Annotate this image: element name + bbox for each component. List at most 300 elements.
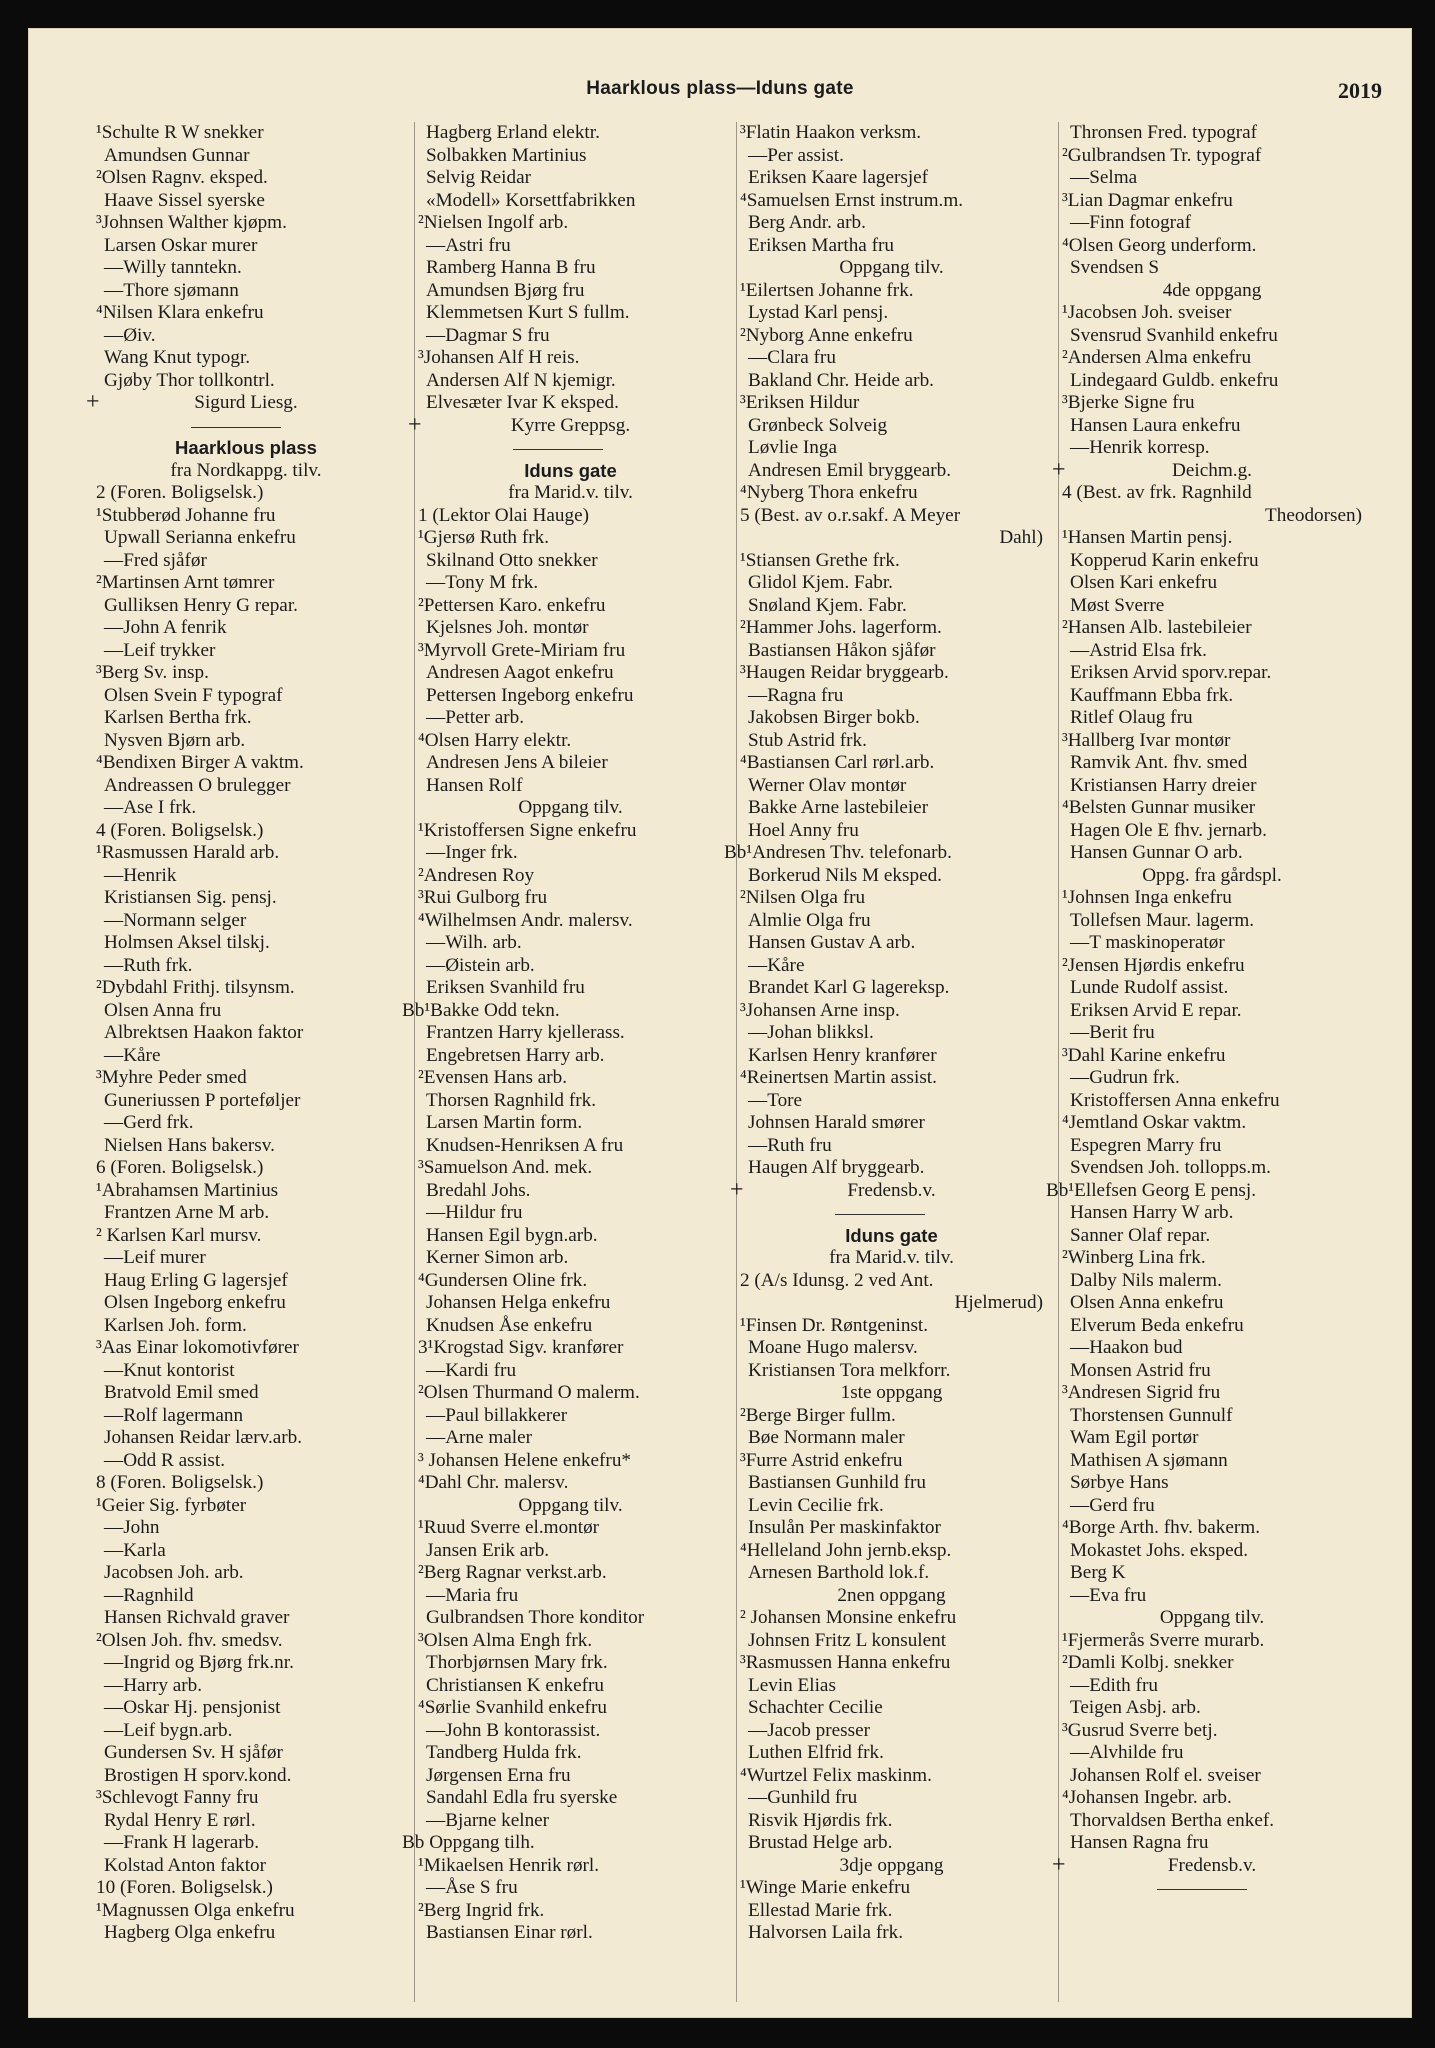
- entry-text: ³Myrvoll Grete-Miriam fru: [418, 639, 626, 661]
- entry-text: ²Pettersen Karo. enkefru: [418, 594, 606, 616]
- entry-line: [1062, 167, 1362, 190]
- entry-line: [1062, 640, 1362, 663]
- entry-text: ¹Kristoffersen Signe enkefru: [418, 819, 637, 841]
- entry-line: [96, 505, 396, 528]
- entry-line: [418, 1337, 723, 1360]
- entry-text: Kristiansen Tora melkforr.: [748, 1359, 951, 1381]
- entry-text: —Edith fru: [1070, 1674, 1158, 1696]
- entry-line: [96, 1022, 396, 1045]
- entry-text: —Johan blikksl.: [748, 1022, 874, 1043]
- entry-text: Elverum Beda enkefru: [1070, 1314, 1244, 1336]
- entry-line: [418, 1900, 723, 1923]
- entry-text: Brustad Helge arb.: [748, 1832, 893, 1853]
- entry-line: [418, 1405, 723, 1428]
- entry-line: [418, 235, 723, 258]
- entry-line: [96, 280, 396, 303]
- entry-text: ³Schlevogt Fanny fru: [96, 1787, 259, 1808]
- entry-line: [418, 1090, 723, 1113]
- entry-line: [1062, 1045, 1362, 1068]
- column-2: [402, 122, 723, 1945]
- entry-line: [418, 505, 723, 528]
- entry-text: Bb Oppgang tilh.: [402, 1832, 535, 1853]
- entry-text: Knudsen-Henriksen A fru: [426, 1134, 624, 1156]
- entry-line: [1062, 842, 1362, 865]
- entry-line: [1062, 1787, 1362, 1810]
- section-rule: [740, 1202, 1043, 1225]
- entry-line: [740, 797, 1043, 820]
- entry-text: Bøe Normann maler: [748, 1427, 905, 1448]
- entry-text: ³Johnsen Walther kjøpm.: [96, 212, 287, 233]
- entry-text: Eriksen Arvid E repar.: [1070, 999, 1242, 1021]
- entry-text: ³Johansen Arne insp.: [740, 999, 900, 1021]
- entry-text: ²Berg Ingrid frk.: [418, 1899, 545, 1921]
- entry-line: [740, 820, 1043, 843]
- entry-line: [740, 752, 1043, 775]
- entry-line: [96, 1450, 396, 1473]
- entry-line: [418, 662, 723, 685]
- entry-text: Brostigen H sporv.kond.: [104, 1764, 292, 1786]
- entry-line: [96, 662, 396, 685]
- entry-text: Rydal Henry E rørl.: [104, 1809, 256, 1831]
- entry-text: —Henrik: [104, 864, 177, 886]
- entry-text: Theodorsen): [1265, 504, 1362, 526]
- entry-line: [1062, 325, 1362, 348]
- entry-text: Oppgang tilv.: [1159, 1607, 1265, 1628]
- entry-text: Hansen Rolf: [426, 774, 523, 796]
- entry-text: ³Aas Einar lokomotivfører: [96, 1337, 299, 1358]
- street-heading: [740, 1225, 1043, 1248]
- entry-text: Bastiansen Einar rørl.: [426, 1922, 593, 1943]
- entry-line: [418, 212, 723, 235]
- entry-line: [1062, 707, 1362, 730]
- entry-line: [418, 1247, 723, 1270]
- entry-text: Monsen Astrid fru: [1070, 1359, 1211, 1381]
- entry-line: [740, 1135, 1043, 1158]
- entry-text: Almlie Olga fru: [748, 909, 871, 931]
- entry-text: Oppgang tilv.: [518, 797, 623, 818]
- entry-text: ⁴Bastiansen Carl rørl.arb.: [740, 752, 935, 773]
- entry-line: [740, 550, 1043, 573]
- entry-line: [96, 865, 396, 888]
- entry-line: [740, 1720, 1043, 1743]
- entry-text: —Berit fru: [1070, 1022, 1155, 1043]
- entry-line: [1062, 730, 1362, 753]
- entry-line: [96, 1270, 396, 1293]
- entry-line: [1062, 865, 1362, 888]
- entry-line: [96, 775, 396, 798]
- entry-line: [740, 1540, 1043, 1563]
- entry-text: Hansen Gunnar O arb.: [1070, 842, 1243, 863]
- entry-line: [740, 167, 1043, 190]
- entry-text: —Kardi fru: [426, 1359, 517, 1381]
- entry-text: —Åse S fru: [426, 1877, 518, 1898]
- entry-line: [418, 1697, 723, 1720]
- entry-text: Hansen Ragna fru: [1070, 1832, 1209, 1853]
- entry-line: [1062, 145, 1362, 168]
- entry-line: [1062, 932, 1362, 955]
- entry-text: fra Marid.v. tilv.: [829, 1247, 954, 1268]
- entry-line: [1062, 1697, 1362, 1720]
- entry-text: Jacobsen Joh. arb.: [104, 1562, 244, 1583]
- entry-line: [96, 1180, 396, 1203]
- entry-line: [418, 527, 723, 550]
- entry-line: [740, 1607, 1043, 1630]
- entry-line: [96, 1540, 396, 1563]
- entry-text: Hoel Anny fru: [748, 819, 859, 841]
- entry-text: Arnesen Barthold lok.f.: [748, 1562, 930, 1583]
- entry-text: ³Gusrud Sverre betj.: [1062, 1719, 1218, 1741]
- entry-line: [740, 887, 1043, 910]
- entry-text: —John B kontorassist.: [426, 1719, 601, 1741]
- entry-text: Teigen Asbj. arb.: [1070, 1697, 1201, 1718]
- entry-line: [740, 505, 1043, 528]
- entry-text: —Ruth fru: [748, 1134, 832, 1156]
- entry-line: [418, 865, 723, 888]
- entry-text: Grønbeck Solveig: [748, 414, 888, 436]
- entry-text: ²Nilsen Olga fru: [740, 887, 866, 908]
- entry-line: [418, 122, 723, 145]
- entry-text: —T maskinoperatør: [1070, 932, 1225, 953]
- entry-text: Ritlef Olaug fru: [1070, 707, 1193, 728]
- entry-line: [740, 1427, 1043, 1450]
- entry-text: «Modell» Korsettfabrikken: [426, 189, 636, 211]
- entry-text: Oppgang tilv.: [839, 257, 944, 278]
- entry-line: [1062, 617, 1362, 640]
- entry-text: Eriksen Arvid sporv.repar.: [1070, 662, 1272, 683]
- entry-text: —Kåre: [104, 1044, 161, 1066]
- entry-text: ¹Winge Marie enkefru: [740, 1877, 911, 1898]
- entry-line: [740, 1337, 1043, 1360]
- column-3: [724, 122, 1043, 1945]
- entry-line: [740, 730, 1043, 753]
- entry-line: [740, 1157, 1043, 1180]
- entry-text: Andresen Emil bryggearb.: [748, 459, 952, 481]
- entry-text: —Willy tanntekn.: [104, 257, 242, 278]
- directory-page: [28, 28, 1412, 2018]
- entry-text: Bakke Arne lastebileier: [748, 797, 929, 818]
- entry-line: [418, 1787, 723, 1810]
- entry-line: [96, 1810, 396, 1833]
- cross-street-marker: +: [1052, 1851, 1066, 1878]
- entry-line: [1062, 1315, 1362, 1338]
- entry-text: Thorvaldsen Bertha enkef.: [1070, 1809, 1275, 1831]
- entry-line: [96, 1067, 396, 1090]
- entry-line: [418, 977, 723, 1000]
- entry-text: Andresen Jens A bileier: [426, 752, 608, 773]
- entry-text: Gulliksen Henry G repar.: [104, 594, 298, 616]
- column-4: [1046, 122, 1362, 1900]
- entry-text: Bb¹Ellefsen Georg E pensj.: [1046, 1179, 1257, 1201]
- entry-text: Hansen Egil bygn.arb.: [426, 1224, 598, 1246]
- entry-text: —Dagmar S fru: [426, 324, 550, 346]
- entry-line: [418, 145, 723, 168]
- entry-line: [418, 550, 723, 573]
- entry-line: [1062, 572, 1362, 595]
- entry-text: Hjelmerud): [954, 1292, 1043, 1313]
- entry-line: [96, 1675, 396, 1698]
- cross-street-marker: +: [86, 389, 100, 415]
- entry-text: ¹Schulte R W snekker: [96, 122, 264, 143]
- entry-line: [96, 325, 396, 348]
- entry-text: Gulbrandsen Thore konditor: [426, 1607, 645, 1628]
- entry-text: ³Hallberg Ivar montør: [1062, 729, 1231, 751]
- entry-text: Frantzen Arne M arb.: [104, 1202, 270, 1223]
- entry-text: Snøland Kjem. Fabr.: [748, 594, 907, 616]
- entry-line: [740, 302, 1043, 325]
- entry-text: ²Hammer Johs. lagerform.: [740, 617, 942, 638]
- entry-text: —Leif murer: [104, 1247, 206, 1268]
- entry-line: [418, 370, 723, 393]
- entry-text: —Normann selger: [104, 909, 247, 931]
- cross-street-marker: +: [730, 1176, 744, 1203]
- entry-line: [740, 955, 1043, 978]
- page-header: [28, 78, 1412, 112]
- entry-line: [1062, 370, 1362, 393]
- entry-line: [418, 1135, 723, 1158]
- entry-line: [1062, 257, 1362, 280]
- entry-line: [96, 347, 396, 370]
- entry-line: [740, 1697, 1043, 1720]
- entry-line: [1062, 887, 1362, 910]
- entry-text: Svendsen Joh. tollopps.m.: [1070, 1157, 1271, 1178]
- entry-text: Mathisen A sjømann: [1070, 1449, 1228, 1471]
- entry-line: [96, 1337, 396, 1360]
- entry-text: ⁴Wilhelmsen Andr. malersv.: [418, 909, 633, 931]
- entry-line: [418, 1855, 723, 1878]
- entry-text: Lystad Karl pensj.: [748, 302, 889, 323]
- entry-line: [740, 1652, 1043, 1675]
- entry-text: Bb¹Bakke Odd tekn.: [402, 999, 560, 1021]
- entry-line: [418, 1472, 723, 1495]
- entry-text: Jørgensen Erna fru: [426, 1764, 571, 1786]
- entry-text: Knudsen Åse enkefru: [426, 1314, 593, 1336]
- entry-line: [96, 1697, 396, 1720]
- entry-text: ²Hansen Alb. lastebileier: [1062, 617, 1252, 638]
- entry-text: Olsen Anna fru: [104, 999, 222, 1021]
- entry-line: [740, 460, 1043, 483]
- entry-text: ³Eriksen Hildur: [740, 392, 860, 413]
- entry-line: [96, 1090, 396, 1113]
- entry-text: —Harry arb.: [104, 1674, 203, 1696]
- entry-text: Dahl): [999, 527, 1043, 548]
- entry-text: ³Furre Astrid enkefru: [740, 1449, 903, 1471]
- page-number: 2019: [1338, 78, 1382, 103]
- entry-text: Berg K: [1070, 1562, 1126, 1583]
- entry-text: Levin Cecilie frk.: [748, 1494, 884, 1516]
- entry-text: ⁴Bendixen Birger A vaktm.: [96, 752, 304, 773]
- entry-text: Werner Olav montør: [748, 774, 907, 796]
- entry-text: ²Andersen Alma enkefru: [1062, 347, 1252, 368]
- entry-text: ³Johansen Alf H reis.: [418, 347, 580, 368]
- entry-text: ²Evensen Hans arb.: [418, 1067, 568, 1088]
- entry-line: [96, 797, 396, 820]
- entry-line: [1062, 1832, 1362, 1855]
- entry-line: [96, 1517, 396, 1540]
- entry-line: [96, 595, 396, 618]
- cross-street-marker: +: [1052, 456, 1066, 483]
- entry-text: —Knut kontorist: [104, 1359, 235, 1381]
- entry-line: [1062, 1630, 1362, 1653]
- entry-line: [1062, 415, 1362, 438]
- entry-text: Iduns gate: [845, 1224, 938, 1246]
- entry-line: [740, 910, 1043, 933]
- entry-line: [96, 842, 396, 865]
- entry-line: [1062, 1067, 1362, 1090]
- entry-line: [740, 977, 1043, 1000]
- section-rule: [418, 437, 723, 460]
- entry-text: Eriksen Svanhild fru: [426, 977, 585, 998]
- entry-line: [418, 955, 723, 978]
- directory-columns: [86, 122, 1386, 2002]
- entry-line: [740, 932, 1043, 955]
- entry-text: ⁴Nilsen Klara enkefru: [96, 302, 264, 323]
- entry-text: —Selma: [1070, 167, 1138, 188]
- entry-text: Stub Astrid frk.: [748, 729, 867, 751]
- entry-line: [418, 730, 723, 753]
- entry-line: [418, 1112, 723, 1135]
- entry-line: [96, 1765, 396, 1788]
- entry-text: —Leif trykker: [104, 639, 216, 661]
- entry-line: [740, 1360, 1043, 1383]
- entry-line: [96, 257, 396, 280]
- entry-line: [418, 910, 723, 933]
- entry-text: Hagen Ole E fhv. jernarb.: [1070, 819, 1267, 841]
- entry-line: [96, 145, 396, 168]
- entry-text: ³Samuelson And. mek.: [418, 1157, 593, 1178]
- entry-text: Guneriussen P porteføljer: [104, 1089, 301, 1111]
- entry-line: [418, 640, 723, 663]
- column-divider: [736, 122, 737, 2002]
- entry-line: [740, 1495, 1043, 1518]
- entry-line: [418, 1022, 723, 1045]
- cross-street: [730, 1176, 1043, 1203]
- entry-text: —Haakon bud: [1070, 1337, 1183, 1358]
- entry-line: [740, 775, 1043, 798]
- entry-line: [740, 190, 1043, 213]
- entry-line: [418, 1382, 723, 1405]
- entry-line: [96, 1292, 396, 1315]
- entry-line: [96, 572, 396, 595]
- entry-text: Olsen Ingeborg enkefru: [104, 1292, 286, 1313]
- entry-text: ²Andresen Roy: [418, 864, 535, 886]
- street-heading: [96, 437, 396, 460]
- entry-text: ²Gulbrandsen Tr. typograf: [1062, 144, 1262, 166]
- entry-text: Upwall Serianna enkefru: [104, 527, 296, 548]
- entry-text: Lindegaard Guldb. enkefru: [1070, 369, 1279, 391]
- entry-text: ²Nyborg Anne enkefru: [740, 324, 913, 346]
- entry-text: ¹Mikaelsen Henrik rørl.: [418, 1854, 600, 1876]
- entry-line: [1062, 1427, 1362, 1450]
- entry-line: [96, 887, 396, 910]
- entry-text: Thorsen Ragnhild frk.: [426, 1089, 596, 1111]
- entry-text: Haarklous plass: [175, 437, 317, 458]
- entry-line: [418, 1765, 723, 1788]
- entry-text: Thorbjørnsen Mary frk.: [426, 1652, 608, 1673]
- entry-text: Kristoffersen Anna enkefru: [1070, 1089, 1280, 1111]
- entry-text: Kristiansen Harry dreier: [1070, 774, 1257, 796]
- entry-text: —Gudrun frk.: [1070, 1067, 1180, 1088]
- entry-text: Berg Andr. arb.: [748, 212, 866, 233]
- entry-text: —Kåre: [748, 954, 805, 976]
- entry-text: Luthen Elfrid frk.: [748, 1742, 884, 1763]
- entry-line: [96, 1427, 396, 1450]
- entry-text: ¹Hansen Martin pensj.: [1062, 527, 1233, 548]
- entry-line: [418, 1810, 723, 1833]
- entry-line: [1062, 235, 1362, 258]
- entry-line: [418, 1225, 723, 1248]
- entry-text: Wam Egil portør: [1070, 1427, 1199, 1448]
- entry-text: Gjøby Thor tollkontrl.: [104, 369, 275, 391]
- entry-line: [740, 212, 1043, 235]
- entry-line: [740, 325, 1043, 348]
- entry-text: Selvig Reidar: [426, 167, 531, 188]
- entry-text: Brandet Karl G lagereksp.: [748, 977, 950, 998]
- entry-line: [1062, 595, 1362, 618]
- entry-line: [740, 640, 1043, 663]
- entry-line: [1062, 797, 1362, 820]
- entry-line: [740, 1090, 1043, 1113]
- entry-line: [1062, 662, 1362, 685]
- entry-line: [1062, 1607, 1362, 1630]
- entry-text: 4 (Best. av frk. Ragnhild: [1062, 482, 1252, 503]
- entry-text: ²Berg Ragnar verkst.arb.: [418, 1562, 607, 1583]
- entry-text: Johansen Reidar lærv.arb.: [104, 1427, 303, 1448]
- entry-line: [740, 1315, 1043, 1338]
- entry-text: Espegren Marry fru: [1070, 1134, 1222, 1156]
- entry-line: [1062, 1585, 1362, 1608]
- entry-line: [402, 1000, 723, 1023]
- entry-text: Jansen Erik arb.: [426, 1539, 550, 1561]
- entry-line: [418, 1202, 723, 1225]
- entry-line: [96, 752, 396, 775]
- entry-text: 3dje oppgang: [839, 1854, 944, 1876]
- entry-line: [740, 1472, 1043, 1495]
- street-heading: [418, 460, 723, 483]
- entry-line: [740, 482, 1043, 505]
- entry-line: [740, 1922, 1043, 1945]
- entry-text: Hagberg Erland elektr.: [426, 122, 600, 143]
- entry-text: —Ragna fru: [748, 684, 844, 706]
- entry-text: Olsen Kari enkefru: [1070, 572, 1218, 593]
- entry-text: fra Nordkappg. tilv.: [170, 459, 322, 481]
- entry-text: Amundsen Bjørg fru: [426, 279, 585, 301]
- entry-line: [96, 910, 396, 933]
- entry-line: [1062, 302, 1362, 325]
- entry-line: [96, 617, 396, 640]
- column-divider: [414, 122, 415, 2002]
- entry-line: [740, 235, 1043, 258]
- entry-line: [740, 1630, 1043, 1653]
- entry-text: Klemmetsen Kurt S fullm.: [426, 302, 630, 323]
- entry-line: [740, 1877, 1043, 1900]
- entry-text: —Karla: [104, 1539, 166, 1561]
- entry-text: Risvik Hjørdis frk.: [748, 1809, 893, 1831]
- entry-text: Kopperud Karin enkefru: [1070, 549, 1259, 571]
- entry-text: Olsen Svein F typograf: [104, 684, 283, 706]
- entry-text: Larsen Martin form.: [426, 1112, 583, 1133]
- entry-line: [1062, 1090, 1362, 1113]
- entry-line: [740, 1675, 1043, 1698]
- entry-text: ¹Johnsen Inga enkefru: [1062, 887, 1232, 908]
- entry-text: —Tony M frk.: [426, 572, 539, 593]
- entry-text: Thorstensen Gunnulf: [1070, 1404, 1233, 1426]
- entry-line: [740, 257, 1043, 280]
- entry-text: ¹Fjermerås Sverre murarb.: [1062, 1629, 1265, 1651]
- entry-text: Andresen Aagot enkefru: [426, 662, 614, 683]
- entry-text: Pettersen Ingeborg enkefru: [426, 684, 634, 706]
- entry-line: [740, 1000, 1043, 1023]
- entry-text: 2 (A/s Idunsg. 2 ved Ant.: [740, 1269, 934, 1291]
